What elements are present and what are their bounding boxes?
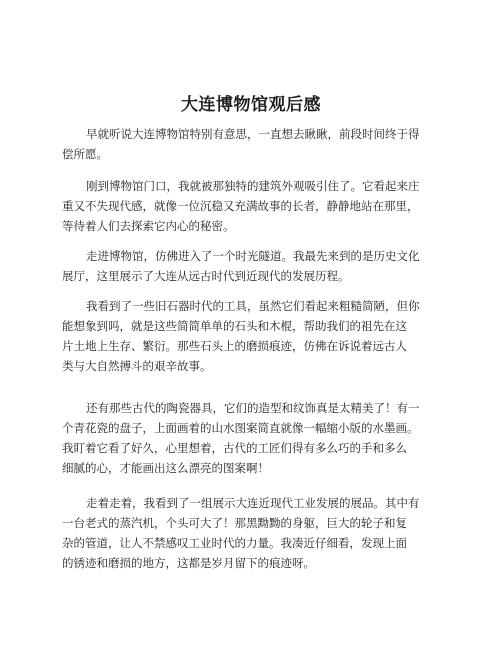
paragraph-line: 展厅，这里展示了大连从远古时代到近现代的发展历程。 bbox=[62, 269, 350, 283]
paragraph-line: 片土地上生存、繁衍。那些石头上的磨损痕迹，仿佛在诉说着远古人 bbox=[62, 339, 407, 353]
paragraph-line: 早就听说大连博物馆特别有意思，一直想去瞅瞅，前段时间终于得 bbox=[86, 127, 420, 141]
paragraph-line: 个青花瓷的盘子，上面画着的山水图案简直就像一幅缩小版的水墨画。 bbox=[62, 421, 419, 435]
paragraph-line: 细腻的心，才能画出这么漂亮的图案啊！ bbox=[62, 461, 269, 475]
paragraph-5 bbox=[62, 398, 442, 478]
paragraph-6 bbox=[62, 493, 442, 573]
paragraph-4 bbox=[62, 296, 442, 376]
paragraph-line: 一台老式的蒸汽机，个头可大了！那黑黝黝的身躯，巨大的轮子和复 bbox=[62, 516, 407, 530]
paragraph-3 bbox=[62, 246, 442, 286]
paragraph-line: 我看到了一些旧石器时代的工具，虽然它们看起来粗糙简陋，但你 bbox=[86, 299, 420, 313]
paragraph-line: 能想象到吗，就是这些简简单单的石头和木棍，帮助我们的祖先在这 bbox=[62, 319, 407, 333]
paragraph-line: 的锈迹和磨损的地方，这都是岁月留下的痕迹呀。 bbox=[62, 556, 315, 570]
paragraph-line: 等待着人们去探索它内心的秘密。 bbox=[62, 219, 235, 233]
document-title: 大连博物馆观后感 bbox=[181, 95, 321, 115]
paragraph-line: 走着走着，我看到了一组展示大连近现代工业发展的展品。其中有 bbox=[86, 496, 420, 510]
paragraph-line: 类与大自然搏斗的艰辛故事。 bbox=[62, 359, 212, 373]
paragraph-line: 刚到博物馆门口，我就被那独特的建筑外观吸引住了。它看起来庄 bbox=[86, 179, 420, 193]
paragraph-line: 杂的管道，让人不禁感叹工业时代的力量。我凑近仔细看，发现上面 bbox=[62, 536, 407, 550]
paragraph-line: 重又不失现代感，就像一位沉稳又充满故事的长者，静静地站在那里， bbox=[62, 199, 419, 213]
paragraph-1 bbox=[62, 124, 442, 164]
paragraph-line: 偿所愿。 bbox=[62, 147, 108, 161]
paragraph-line: 我盯着它看了好久，心里想着，古代的工匠们得有多么巧的手和多么 bbox=[62, 441, 407, 455]
paragraph-2 bbox=[62, 176, 442, 236]
paragraph-line: 还有那些古代的陶瓷器具，它们的造型和纹饰真是太精美了！有一 bbox=[86, 401, 420, 415]
paragraph-line: 走进博物馆，仿佛进入了一个时光隧道。我最先来到的是历史文化 bbox=[86, 249, 420, 263]
